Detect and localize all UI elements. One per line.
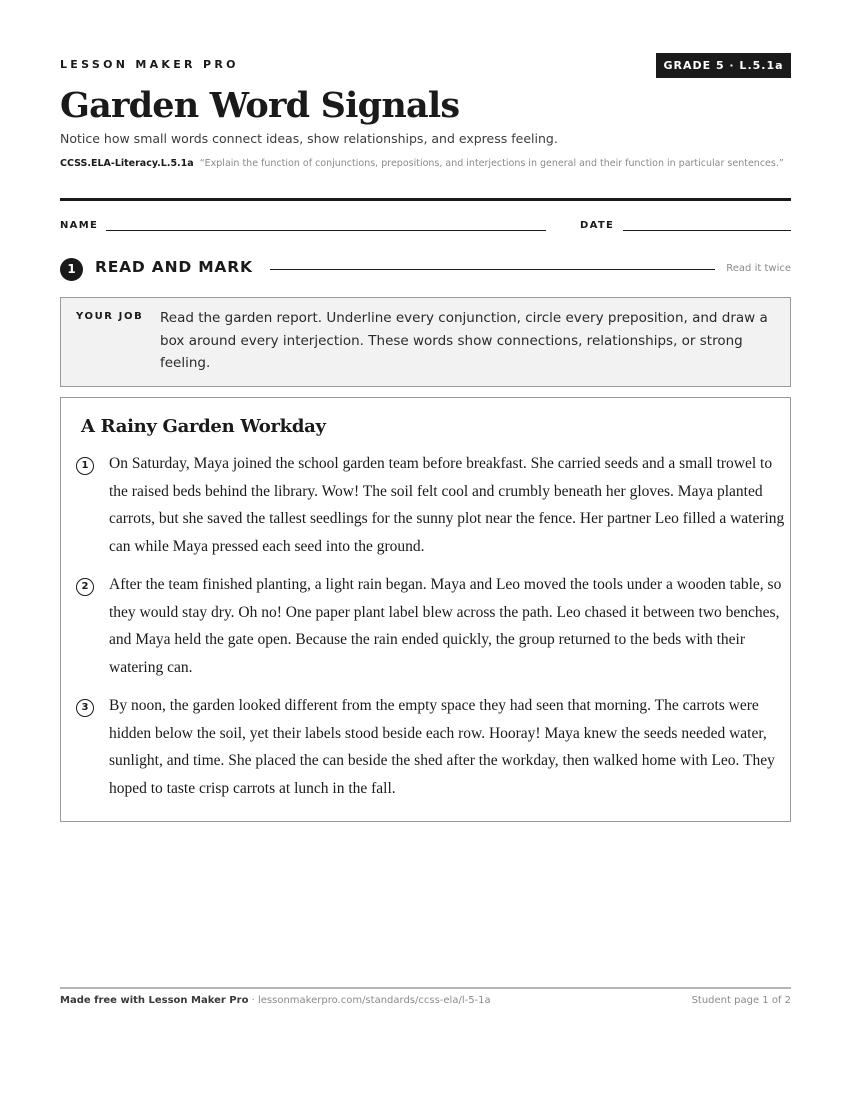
section-number-badge: 1 xyxy=(60,258,83,281)
reading-passage xyxy=(60,397,791,822)
paragraph-text: On Saturday, Maya joined the school garden team before breakfast. She carried seeds and a small trowel to the raised beds behind the library. Wow! The soil felt cool and crumbly beneath her gloves. Maya planted carrots, but she saved the tallest seedlings for the sunny plot near the fence. Her partner Leo filled a watering can while Maya pressed each seed into the ground. xyxy=(109,455,785,555)
footer-made-with: Made free with Lesson Maker Pro xyxy=(60,995,249,1006)
passage-title: A Rainy Garden Workday xyxy=(81,416,326,437)
instructions-label: YOUR JOB xyxy=(76,311,144,322)
footer-divider xyxy=(60,987,791,989)
page-title: Garden Word Signals xyxy=(60,85,460,126)
paragraph-text: After the team finished planting, a light rain began. Maya and Leo moved the tools under a wooden table, so they would stay dry. Oh no! One paper plant label blew across the path. Leo chased it between two benches, and Maya held the gate open. Because the rain ended quickly, the group returned to the beds with their watering can. xyxy=(109,576,782,676)
section-title: READ AND MARK xyxy=(95,258,253,276)
footer-credit xyxy=(60,995,491,1006)
section-divider xyxy=(270,269,715,270)
paragraph-number: 2 xyxy=(76,578,94,596)
date-label: DATE xyxy=(580,220,615,231)
paragraph-number: 3 xyxy=(76,699,94,717)
instructions-text: Read the garden report. Underline every conjunction, circle every preposition, and draw a box around every interjection. These words show connections, relationships, or strong feeling. xyxy=(160,310,768,371)
instructions-box xyxy=(60,297,791,387)
standard-reference xyxy=(60,156,791,172)
name-field[interactable] xyxy=(106,230,546,231)
standard-quote: “Explain the function of conjunctions, prepositions, and interjections in general and their function in particular sentences.” xyxy=(199,158,784,169)
page-subtitle: Notice how small words connect ideas, show relationships, and express feeling. xyxy=(60,131,558,146)
page-indicator: Student page 1 of 2 xyxy=(691,995,791,1006)
section-note: Read it twice xyxy=(726,263,791,274)
header-divider xyxy=(60,198,791,201)
name-label: NAME xyxy=(60,220,99,231)
paragraph-text: By noon, the garden looked different from the empty space they had seen that morning. The carrots were hidden below the soil, yet their labels stood beside each row. Hooray! Maya knew the seeds needed water, sunlight, and time. She placed the can beside the shed after the workday, then walked home with Leo. They hoped to taste crisp carrots at lunch in the fall. xyxy=(109,697,775,797)
footer-url[interactable]: · lessonmakerpro.com/standards/ccss-ela/l-5-1a xyxy=(248,995,491,1006)
paragraph-number: 1 xyxy=(76,457,94,475)
date-field[interactable] xyxy=(623,230,791,231)
grade-badge: GRADE 5 · L.5.1a xyxy=(656,53,791,78)
standard-code: CCSS.ELA-Literacy.L.5.1a xyxy=(60,158,194,169)
brand-name: LESSON MAKER PRO xyxy=(60,58,239,71)
